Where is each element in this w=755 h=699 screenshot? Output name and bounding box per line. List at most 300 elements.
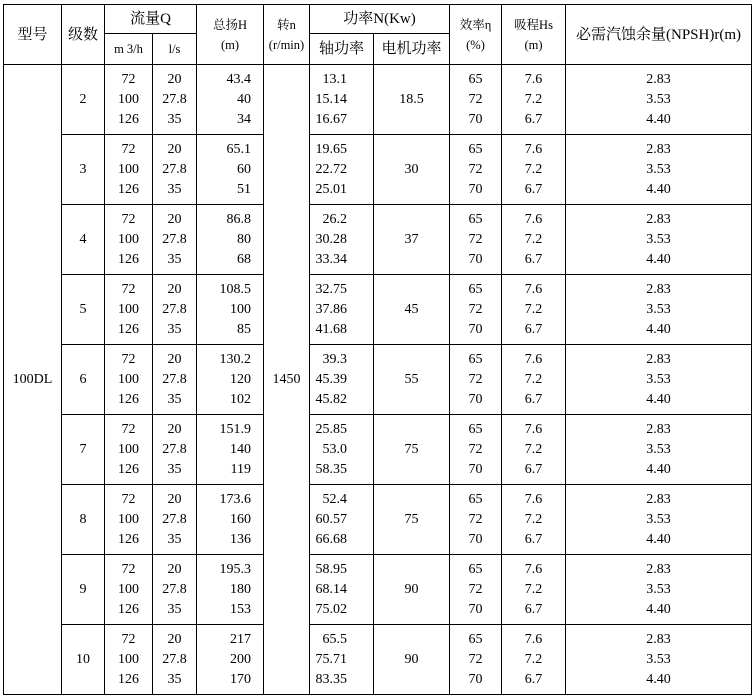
- npsh-cell: [566, 135, 752, 205]
- head-value: 102: [230, 391, 251, 407]
- stage-cell: 3: [62, 135, 105, 205]
- head-cell: [197, 65, 264, 135]
- header-npsh: 必需汽蚀余量(NPSH)r(m): [566, 5, 752, 65]
- flow-m3h-value: 100: [118, 651, 139, 667]
- npsh-value: 3.53: [646, 301, 671, 317]
- efficiency-value: 72: [468, 301, 483, 317]
- table-row: [4, 205, 752, 275]
- shaft-power-value: 16.67: [315, 111, 347, 127]
- flow-m3h-value: 72: [121, 421, 136, 437]
- npsh-value: 2.83: [646, 71, 671, 87]
- shaft-power-cell: [310, 135, 374, 205]
- head-value: 140: [230, 441, 251, 457]
- npsh-value: 3.53: [646, 581, 671, 597]
- flow-ls-value: 35: [167, 251, 182, 267]
- efficiency-cell: [450, 205, 502, 275]
- header-flow-m3h: m 3/h: [105, 34, 153, 65]
- flow-m3h-cell: [105, 485, 153, 555]
- npsh-value: 2.83: [646, 351, 671, 367]
- flow-ls-cell: [153, 625, 197, 695]
- header-speed: [264, 5, 310, 65]
- npsh-value: 4.40: [646, 531, 671, 547]
- shaft-power-value: 19.65: [315, 141, 347, 157]
- npsh-value: 4.40: [646, 391, 671, 407]
- shaft-power-value: 52.4: [322, 491, 347, 507]
- head-value: 170: [230, 671, 251, 687]
- flow-ls-cell: [153, 415, 197, 485]
- shaft-power-value: 45.82: [315, 391, 347, 407]
- shaft-power-cell: [310, 205, 374, 275]
- flow-ls-value: 27.8: [162, 301, 187, 317]
- flow-m3h-value: 126: [118, 601, 139, 617]
- flow-ls-value: 27.8: [162, 581, 187, 597]
- suction-cell: [502, 345, 566, 415]
- suction-value: 7.6: [524, 631, 543, 647]
- shaft-power-value: 68.14: [315, 581, 347, 597]
- efficiency-value: 72: [468, 511, 483, 527]
- efficiency-cell: [450, 555, 502, 625]
- efficiency-value: 72: [468, 91, 483, 107]
- stage-cell: 4: [62, 205, 105, 275]
- suction-value: 6.7: [524, 181, 543, 197]
- flow-m3h-cell: [105, 135, 153, 205]
- flow-m3h-value: 100: [118, 511, 139, 527]
- npsh-value: 4.40: [646, 321, 671, 337]
- flow-m3h-value: 100: [118, 231, 139, 247]
- table-row: [4, 345, 752, 415]
- header-suction: [502, 5, 566, 65]
- shaft-power-value: 30.28: [315, 231, 347, 247]
- head-value: 200: [230, 651, 251, 667]
- suction-value: 7.6: [524, 491, 543, 507]
- head-cell: [197, 345, 264, 415]
- header-efficiency-line1: 效率η: [459, 17, 492, 32]
- npsh-cell: [566, 415, 752, 485]
- suction-value: 6.7: [524, 391, 543, 407]
- suction-value: 7.6: [524, 351, 543, 367]
- efficiency-value: 70: [468, 601, 483, 617]
- head-value: 43.4: [226, 71, 251, 87]
- table-row: [4, 275, 752, 345]
- flow-ls-cell: [153, 275, 197, 345]
- npsh-cell: [566, 485, 752, 555]
- suction-value: 6.7: [524, 461, 543, 477]
- efficiency-value: 72: [468, 581, 483, 597]
- npsh-value: 4.40: [646, 111, 671, 127]
- npsh-value: 2.83: [646, 421, 671, 437]
- flow-ls-value: 35: [167, 321, 182, 337]
- efficiency-value: 65: [468, 281, 483, 297]
- efficiency-value: 65: [468, 561, 483, 577]
- suction-value: 6.7: [524, 601, 543, 617]
- stage-cell: 6: [62, 345, 105, 415]
- shaft-power-value: 53.0: [322, 441, 347, 457]
- shaft-power-value: 45.39: [315, 371, 347, 387]
- pump-spec-table: [3, 4, 752, 695]
- suction-value: 7.6: [524, 421, 543, 437]
- efficiency-cell: [450, 485, 502, 555]
- npsh-value: 4.40: [646, 251, 671, 267]
- flow-m3h-value: 126: [118, 251, 139, 267]
- header-head: [197, 5, 264, 65]
- motor-power-cell: 75: [374, 415, 450, 485]
- flow-m3h-value: 72: [121, 141, 136, 157]
- npsh-value: 2.83: [646, 211, 671, 227]
- stage-cell: 5: [62, 275, 105, 345]
- flow-ls-value: 20: [167, 71, 182, 87]
- suction-value: 7.2: [524, 441, 543, 457]
- head-value: 80: [237, 231, 251, 247]
- shaft-power-cell: [310, 275, 374, 345]
- suction-value: 7.2: [524, 161, 543, 177]
- head-value: 119: [230, 461, 251, 477]
- shaft-power-cell: [310, 65, 374, 135]
- npsh-value: 3.53: [646, 91, 671, 107]
- npsh-value: 2.83: [646, 491, 671, 507]
- shaft-power-value: 13.1: [322, 71, 347, 87]
- shaft-power-value: 75.02: [315, 601, 347, 617]
- flow-m3h-value: 100: [118, 301, 139, 317]
- flow-ls-cell: [153, 205, 197, 275]
- suction-value: 7.2: [524, 91, 543, 107]
- head-value: 151.9: [219, 421, 251, 437]
- flow-ls-cell: [153, 65, 197, 135]
- flow-ls-value: 27.8: [162, 91, 187, 107]
- npsh-value: 3.53: [646, 371, 671, 387]
- header-shaft-power: 轴功率: [310, 34, 374, 65]
- head-cell: [197, 415, 264, 485]
- flow-ls-value: 27.8: [162, 161, 187, 177]
- flow-m3h-cell: [105, 345, 153, 415]
- head-value: 160: [230, 511, 251, 527]
- npsh-value: 3.53: [646, 511, 671, 527]
- flow-m3h-cell: [105, 415, 153, 485]
- npsh-cell: [566, 275, 752, 345]
- suction-value: 6.7: [524, 251, 543, 267]
- flow-ls-value: 27.8: [162, 511, 187, 527]
- shaft-power-value: 37.86: [315, 301, 347, 317]
- efficiency-value: 70: [468, 251, 483, 267]
- efficiency-value: 65: [468, 71, 483, 87]
- flow-ls-value: 20: [167, 281, 182, 297]
- head-value: 173.6: [219, 491, 251, 507]
- shaft-power-value: 15.14: [315, 91, 347, 107]
- head-cell: [197, 275, 264, 345]
- head-cell: [197, 135, 264, 205]
- flow-m3h-value: 72: [121, 631, 136, 647]
- flow-m3h-value: 126: [118, 321, 139, 337]
- flow-m3h-value: 72: [121, 71, 136, 87]
- flow-ls-value: 35: [167, 111, 182, 127]
- head-value: 120: [230, 371, 251, 387]
- efficiency-value: 70: [468, 391, 483, 407]
- efficiency-cell: [450, 345, 502, 415]
- suction-value: 7.2: [524, 301, 543, 317]
- flow-ls-value: 35: [167, 461, 182, 477]
- shaft-power-value: 25.85: [315, 421, 347, 437]
- model-cell: 100DL: [4, 65, 62, 695]
- head-value: 51: [237, 181, 251, 197]
- flow-ls-value: 35: [167, 671, 182, 687]
- stage-cell: 10: [62, 625, 105, 695]
- flow-m3h-value: 126: [118, 671, 139, 687]
- flow-ls-value: 20: [167, 631, 182, 647]
- flow-ls-value: 35: [167, 181, 182, 197]
- npsh-cell: [566, 345, 752, 415]
- efficiency-cell: [450, 275, 502, 345]
- stage-cell: 2: [62, 65, 105, 135]
- head-value: 217: [230, 631, 251, 647]
- shaft-power-cell: [310, 345, 374, 415]
- efficiency-value: 65: [468, 491, 483, 507]
- header-motor-power: 电机功率: [374, 34, 450, 65]
- shaft-power-value: 60.57: [315, 511, 347, 527]
- suction-value: 7.2: [524, 651, 543, 667]
- flow-m3h-value: 72: [121, 351, 136, 367]
- flow-m3h-value: 72: [121, 491, 136, 507]
- head-cell: [197, 205, 264, 275]
- efficiency-value: 72: [468, 651, 483, 667]
- suction-value: 6.7: [524, 531, 543, 547]
- header-head-line2: (m): [220, 37, 240, 52]
- flow-ls-cell: [153, 135, 197, 205]
- suction-cell: [502, 65, 566, 135]
- suction-value: 7.2: [524, 231, 543, 247]
- flow-m3h-value: 126: [118, 111, 139, 127]
- efficiency-value: 70: [468, 181, 483, 197]
- shaft-power-cell: [310, 625, 374, 695]
- npsh-value: 3.53: [646, 161, 671, 177]
- suction-value: 7.6: [524, 141, 543, 157]
- suction-cell: [502, 555, 566, 625]
- npsh-cell: [566, 625, 752, 695]
- npsh-value: 3.53: [646, 441, 671, 457]
- motor-power-cell: 18.5: [374, 65, 450, 135]
- efficiency-value: 70: [468, 671, 483, 687]
- flow-ls-value: 20: [167, 351, 182, 367]
- suction-value: 7.6: [524, 211, 543, 227]
- header-suction-line2: (m): [524, 37, 543, 52]
- flow-m3h-value: 100: [118, 371, 139, 387]
- efficiency-value: 72: [468, 371, 483, 387]
- head-value: 180: [230, 581, 251, 597]
- stage-cell: 9: [62, 555, 105, 625]
- npsh-value: 3.53: [646, 651, 671, 667]
- flow-m3h-value: 72: [121, 281, 136, 297]
- head-value: 68: [237, 251, 251, 267]
- suction-value: 7.6: [524, 281, 543, 297]
- speed-cell: 1450: [264, 65, 310, 695]
- flow-ls-value: 27.8: [162, 231, 187, 247]
- flow-m3h-value: 100: [118, 91, 139, 107]
- shaft-power-value: 39.3: [322, 351, 347, 367]
- table-row: [4, 65, 752, 135]
- flow-m3h-value: 126: [118, 181, 139, 197]
- header-head-line1: 总扬H: [212, 17, 248, 32]
- shaft-power-cell: [310, 555, 374, 625]
- npsh-cell: [566, 555, 752, 625]
- head-value: 153: [230, 601, 251, 617]
- table-body: [4, 65, 752, 695]
- head-value: 40: [237, 91, 251, 107]
- flow-m3h-value: 126: [118, 531, 139, 547]
- flow-ls-value: 20: [167, 141, 182, 157]
- motor-power-cell: 90: [374, 555, 450, 625]
- efficiency-value: 65: [468, 211, 483, 227]
- flow-m3h-value: 126: [118, 391, 139, 407]
- suction-cell: [502, 625, 566, 695]
- flow-ls-value: 35: [167, 601, 182, 617]
- flow-m3h-cell: [105, 555, 153, 625]
- head-value: 108.5: [219, 281, 251, 297]
- head-value: 130.2: [219, 351, 251, 367]
- suction-cell: [502, 205, 566, 275]
- npsh-cell: [566, 65, 752, 135]
- efficiency-value: 70: [468, 461, 483, 477]
- shaft-power-value: 75.71: [315, 651, 347, 667]
- suction-value: 6.7: [524, 111, 543, 127]
- efficiency-cell: [450, 65, 502, 135]
- head-value: 136: [230, 531, 251, 547]
- npsh-value: 4.40: [646, 461, 671, 477]
- motor-power-cell: 30: [374, 135, 450, 205]
- efficiency-cell: [450, 625, 502, 695]
- flow-ls-value: 35: [167, 391, 182, 407]
- flow-ls-cell: [153, 345, 197, 415]
- header-model: 型号: [4, 5, 62, 65]
- stage-cell: 7: [62, 415, 105, 485]
- efficiency-value: 72: [468, 441, 483, 457]
- table-row: [4, 485, 752, 555]
- shaft-power-value: 65.5: [322, 631, 347, 647]
- head-value: 34: [237, 111, 251, 127]
- head-value: 85: [237, 321, 251, 337]
- header-efficiency-line2: (%): [466, 37, 485, 52]
- head-cell: [197, 625, 264, 695]
- head-cell: [197, 485, 264, 555]
- head-value: 100: [230, 301, 251, 317]
- head-value: 65.1: [226, 141, 251, 157]
- npsh-value: 2.83: [646, 281, 671, 297]
- efficiency-value: 72: [468, 231, 483, 247]
- header-stages: 级数: [62, 5, 105, 65]
- header-speed-line1: 转n: [277, 17, 296, 32]
- head-cell: [197, 555, 264, 625]
- suction-value: 6.7: [524, 671, 543, 687]
- suction-cell: [502, 135, 566, 205]
- flow-m3h-value: 100: [118, 441, 139, 457]
- shaft-power-value: 66.68: [315, 531, 347, 547]
- shaft-power-value: 33.34: [315, 251, 347, 267]
- header-efficiency: [450, 5, 502, 65]
- flow-ls-value: 20: [167, 561, 182, 577]
- flow-ls-value: 20: [167, 491, 182, 507]
- flow-ls-cell: [153, 485, 197, 555]
- npsh-value: 2.83: [646, 561, 671, 577]
- motor-power-cell: 55: [374, 345, 450, 415]
- suction-value: 7.6: [524, 561, 543, 577]
- efficiency-value: 72: [468, 161, 483, 177]
- shaft-power-value: 41.68: [315, 321, 347, 337]
- npsh-value: 2.83: [646, 631, 671, 647]
- efficiency-value: 70: [468, 321, 483, 337]
- flow-m3h-cell: [105, 65, 153, 135]
- flow-ls-value: 20: [167, 421, 182, 437]
- npsh-cell: [566, 205, 752, 275]
- suction-value: 7.2: [524, 371, 543, 387]
- head-value: 86.8: [226, 211, 251, 227]
- flow-m3h-value: 100: [118, 581, 139, 597]
- efficiency-cell: [450, 415, 502, 485]
- flow-ls-value: 27.8: [162, 441, 187, 457]
- header-speed-line2: (r/min): [268, 37, 305, 52]
- flow-m3h-value: 72: [121, 561, 136, 577]
- flow-m3h-cell: [105, 205, 153, 275]
- suction-value: 6.7: [524, 321, 543, 337]
- table-row: [4, 135, 752, 205]
- efficiency-value: 65: [468, 421, 483, 437]
- header-flow: 流量Q: [105, 5, 197, 34]
- efficiency-cell: [450, 135, 502, 205]
- suction-value: 7.6: [524, 71, 543, 87]
- shaft-power-value: 26.2: [322, 211, 347, 227]
- shaft-power-value: 58.35: [315, 461, 347, 477]
- suction-cell: [502, 415, 566, 485]
- motor-power-cell: 75: [374, 485, 450, 555]
- suction-value: 7.2: [524, 511, 543, 527]
- motor-power-cell: 90: [374, 625, 450, 695]
- flow-m3h-value: 126: [118, 461, 139, 477]
- motor-power-cell: 45: [374, 275, 450, 345]
- table-row: [4, 415, 752, 485]
- flow-ls-value: 35: [167, 531, 182, 547]
- npsh-value: 4.40: [646, 181, 671, 197]
- shaft-power-cell: [310, 485, 374, 555]
- header-suction-line1: 吸程Hs: [514, 17, 553, 32]
- npsh-value: 3.53: [646, 231, 671, 247]
- head-value: 60: [237, 161, 251, 177]
- header-power: 功率N(Kw): [310, 5, 450, 34]
- efficiency-value: 70: [468, 531, 483, 547]
- efficiency-value: 70: [468, 111, 483, 127]
- head-value: 195.3: [219, 561, 251, 577]
- flow-ls-value: 27.8: [162, 651, 187, 667]
- npsh-value: 4.40: [646, 671, 671, 687]
- efficiency-value: 65: [468, 141, 483, 157]
- suction-cell: [502, 275, 566, 345]
- table-row: [4, 555, 752, 625]
- shaft-power-value: 58.95: [315, 561, 347, 577]
- npsh-value: 4.40: [646, 601, 671, 617]
- table-row: [4, 625, 752, 695]
- shaft-power-cell: [310, 415, 374, 485]
- stage-cell: 8: [62, 485, 105, 555]
- flow-m3h-value: 100: [118, 161, 139, 177]
- shaft-power-value: 25.01: [315, 181, 347, 197]
- efficiency-value: 65: [468, 351, 483, 367]
- flow-m3h-cell: [105, 275, 153, 345]
- header-flow-ls: l/s: [153, 34, 197, 65]
- npsh-value: 2.83: [646, 141, 671, 157]
- flow-m3h-cell: [105, 625, 153, 695]
- efficiency-value: 65: [468, 631, 483, 647]
- suction-value: 7.2: [524, 581, 543, 597]
- shaft-power-value: 83.35: [315, 671, 347, 687]
- shaft-power-value: 32.75: [315, 281, 347, 297]
- shaft-power-value: 22.72: [315, 161, 347, 177]
- flow-ls-value: 20: [167, 211, 182, 227]
- flow-m3h-value: 72: [121, 211, 136, 227]
